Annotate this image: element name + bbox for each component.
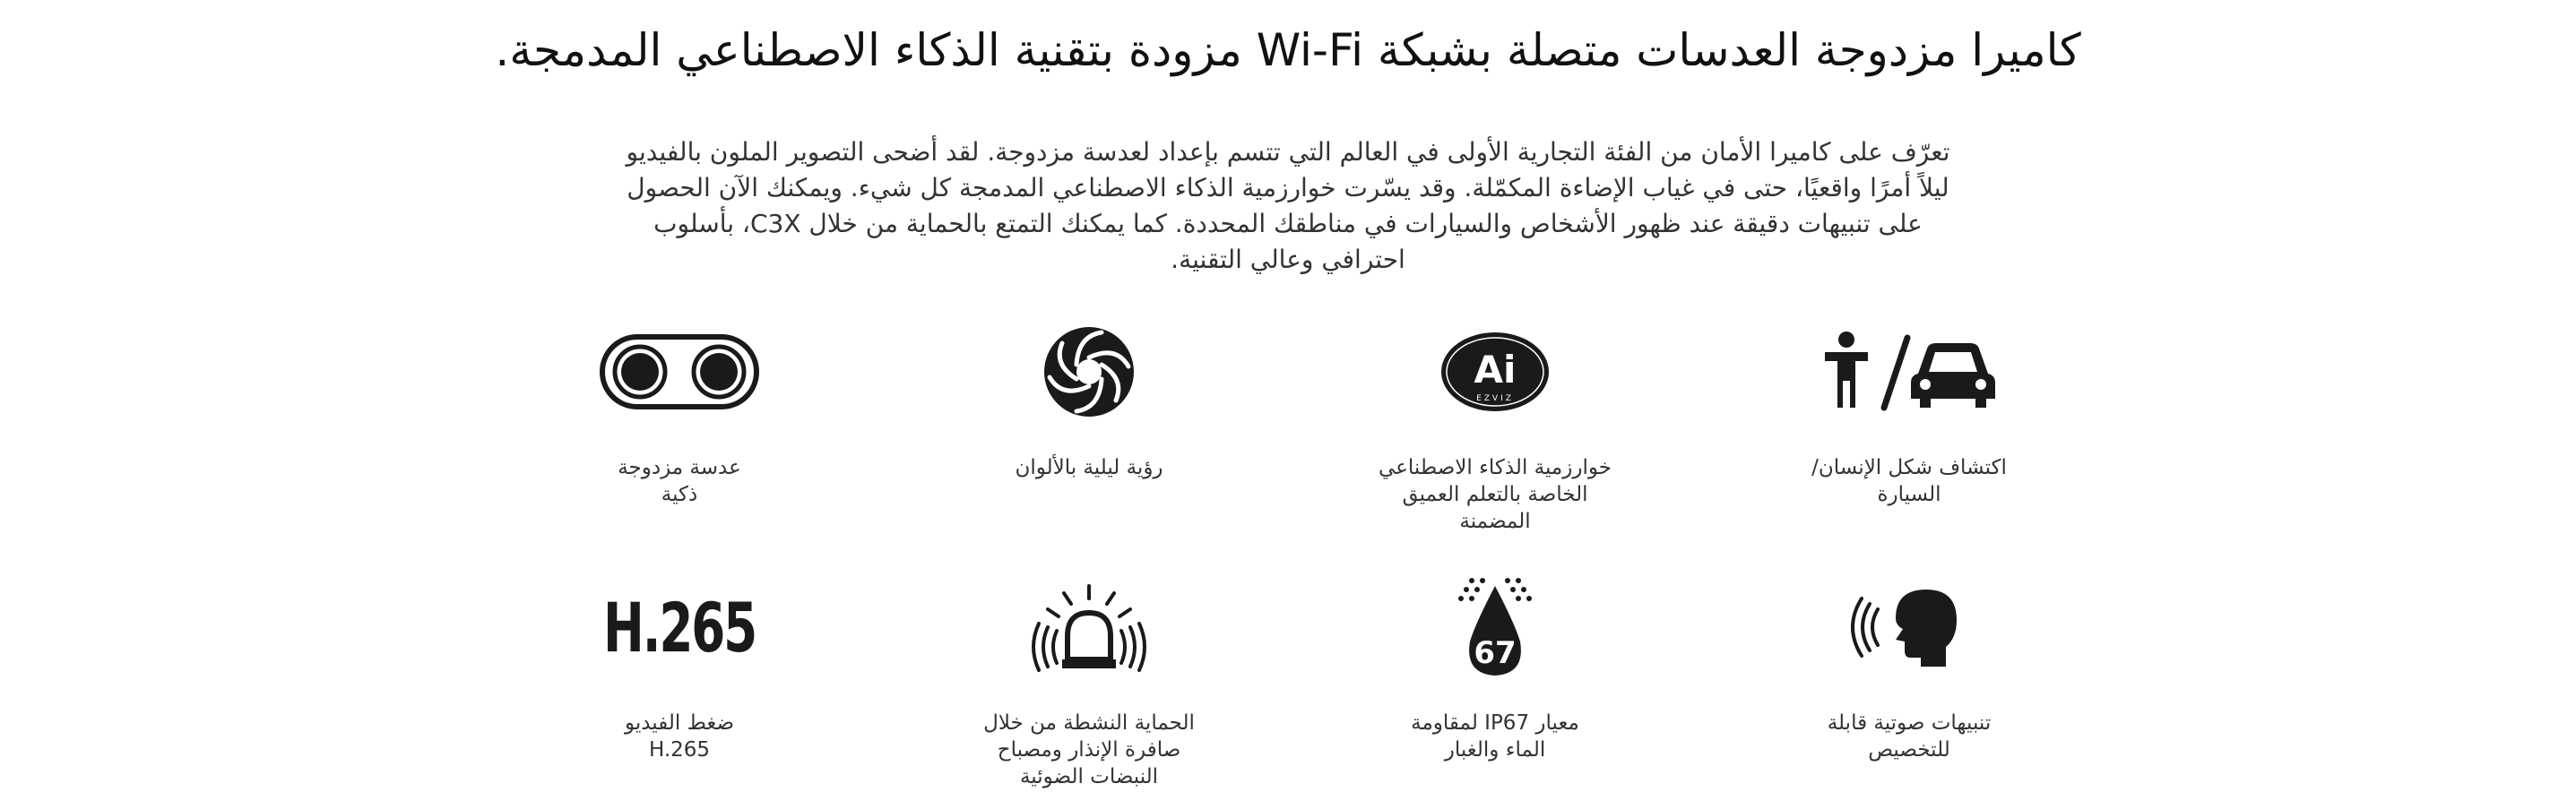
ip67-drop-text: 67 [1474,635,1517,671]
h265-logo-text: H.265 [602,587,756,668]
feature-label-line: الخاصة بالتعلم العميق [1402,483,1588,506]
feature-voice-alerts [1775,564,2044,763]
speaking-head-icon [1775,564,2044,690]
feature-label-line: تنبيهات صوتية قابلة [1827,711,1992,735]
feature-label-line: عدسة مزدوجة [618,456,741,479]
feature-label-line: للتخصيص [1868,738,1950,762]
person-car-icon [1775,309,2044,435]
ai-logo-text: Ai [1474,348,1517,392]
feature-label-line: النبضات الضوئية [1019,765,1159,788]
page-title: كاميرا مزدوجة العدسات متصلة بشبكة Wi-Fi مزودة بتقنية الذكاء الاصطناعي المدمجة. [495,24,2081,76]
ezviz-logo-text: EZVIZ [1476,394,1514,403]
feature-label-line: رؤية ليلية بالألوان [1015,456,1163,479]
feature-color-night-vision [955,309,1223,481]
siren-icon [955,564,1223,690]
feature-label-line: خوارزمية الذكاء الاصطناعي [1379,456,1612,479]
feature-label-line: معيار IP67 لمقاومة [1411,711,1579,735]
feature-label-line: الماء والغبار [1444,738,1546,762]
water-drop-icon [1361,564,1629,690]
feature-human-vehicle-detection [1775,309,2044,508]
feature-label-line: ضغط الفيديو [624,711,735,735]
feature-dual-lens [545,309,814,508]
intro-paragraph: تعرّف على كاميرا الأمان من الفئة التجارية الأولى في العالم التي تتسم بإعداد لعدسة مزدوجة. لقد أضحى التصوير الملون بالفيديو ليلاً أمرًا واقعيًا، حتى في غياب الإضاءة المكمّلة. وقد يسّرت خوارزمية الذكاء الاصطناعي المدمجة كل شيء. ويمكنك الآن الحصول على تنبيهات دقيقة عند ظهور الأشخاص والسيارات في مناطقك المحددة. كما يمكنك التمتع بالحماية من خلال C3X، بأسلوب احترافي وعالي التقنية. [626,137,1950,274]
dual-lens-icon [545,309,814,435]
h265-icon [545,564,814,690]
feature-h265 [545,564,814,763]
feature-label-line: الحماية النشطة من خلال [983,711,1195,735]
feature-label-line: المضمنة [1459,510,1531,533]
ai-ezviz-icon [1361,309,1629,435]
feature-label-line: صافرة الإنذار ومصباح [997,738,1181,762]
feature-label-line: اكتشاف شكل الإنسان/ [1811,456,2007,479]
aperture-icon [955,309,1223,435]
feature-label-line: السيارة [1877,483,1941,506]
feature-label-line: ذكية [661,483,698,506]
feature-active-defense [955,564,1223,790]
feature-ai-algorithm [1361,309,1629,535]
feature-ip67 [1361,564,1629,763]
feature-label-line: H.265 [648,738,711,762]
